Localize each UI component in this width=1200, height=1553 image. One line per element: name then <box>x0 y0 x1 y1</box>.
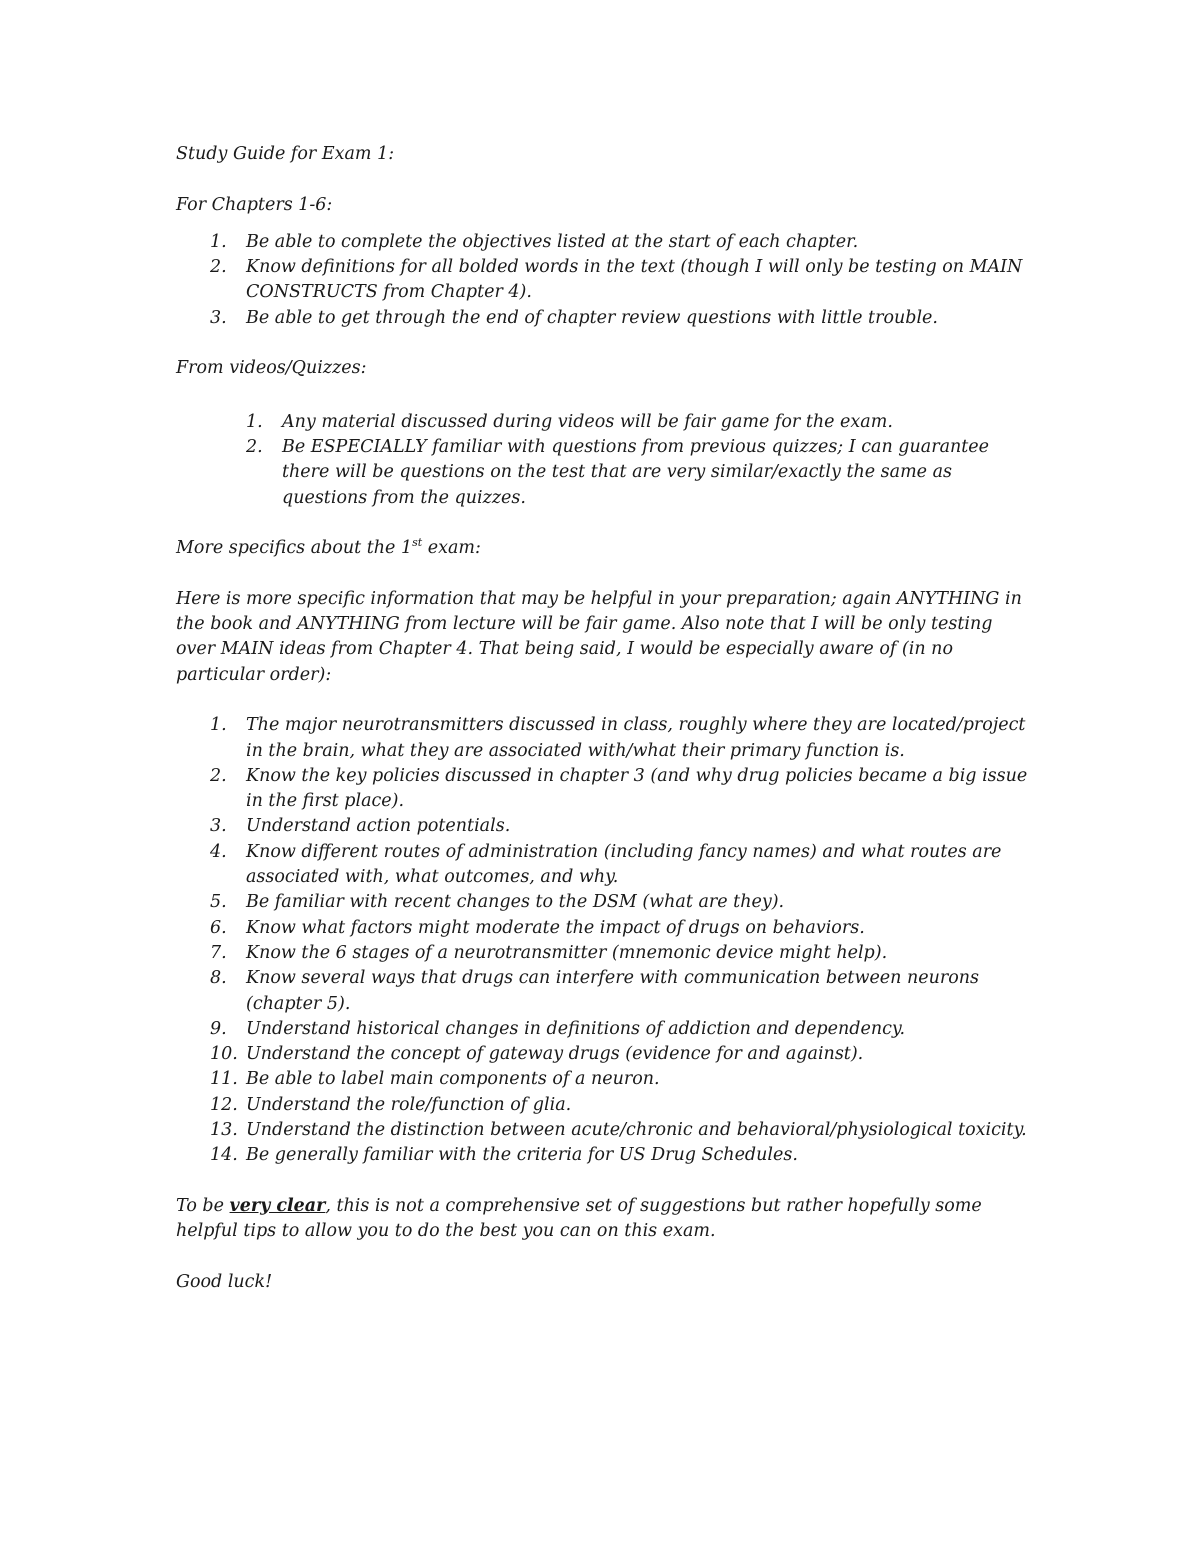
list-item <box>176 916 1036 941</box>
list-item <box>176 966 1036 1017</box>
list-text: Understand the distinction between acute/chronic and behavioral/physiological toxicity. <box>246 1119 1027 1140</box>
list-item <box>176 410 1036 435</box>
list-number: 6. <box>210 917 227 938</box>
list-text: Know several ways that drugs can interfere with communication between neurons (chapter 5). <box>246 968 980 1014</box>
list-number: 3. <box>210 816 227 837</box>
list-item <box>176 306 1036 331</box>
list-item <box>176 255 1036 306</box>
list-text: Know what factors might moderate the impact of drugs on behaviors. <box>246 917 865 938</box>
list-text: Be ESPECIALLY familiar with questions from previous quizzes; I can guarantee there will be questions on the test that are very similar/exactly the same as questions from the quizzes. <box>282 436 990 508</box>
list-text: Know the 6 stages of a neurotransmitter (mnemonic device might help). <box>246 942 888 963</box>
list-text: Know different routes of administration (including fancy names) and what routes are associated with, what outcomes, and why. <box>246 841 1002 888</box>
signoff: Good luck! <box>176 1271 273 1292</box>
chapters-heading: For Chapters 1-6: <box>176 194 333 215</box>
list-text: Understand the concept of gateway drugs (evidence for and against). <box>246 1044 864 1065</box>
specifics-heading-suffix: exam: <box>422 538 481 559</box>
closing-text-start: To be <box>176 1195 230 1216</box>
list-number: 8. <box>210 968 227 989</box>
list-item <box>176 840 1036 891</box>
list-item <box>176 435 1036 511</box>
list-number: 3. <box>210 307 227 328</box>
list-item <box>176 1042 1036 1067</box>
list-number: 4. <box>210 841 227 862</box>
closing-text-end: , this is not a comprehensive set of suggestions but rather hopefully some helpful tips to allow you to do the best you can on this exam. <box>176 1195 982 1242</box>
list-number: 7. <box>210 942 227 963</box>
list-item <box>176 941 1036 966</box>
list-text: Know definitions for all bolded words in the text (though I will only be testing on MAIN CONSTRUCTS from Chapter 4). <box>246 257 1023 303</box>
specifics-heading-text: More specifics about the 1 <box>176 538 413 559</box>
list-number: 12. <box>210 1094 238 1115</box>
list-number: 11. <box>210 1069 238 1090</box>
list-text: The major neurotransmitters discussed in class, roughly where they are located/project in the brain, what they are associated with/what their primary function is. <box>246 715 1026 761</box>
list-number: 1. <box>210 715 227 736</box>
list-text: Be familiar with recent changes to the DSM (what are they). <box>246 892 785 913</box>
list-item <box>176 764 1036 815</box>
document-page <box>176 142 1036 1320</box>
list-item <box>176 713 1036 764</box>
list-text: Be able to label main components of a neuron. <box>246 1069 660 1090</box>
closing-paragraph <box>176 1194 1036 1245</box>
closing-emphasis: very clear <box>229 1195 326 1216</box>
list-text: Be able to complete the objectives listed at the start of each chapter. <box>246 231 859 252</box>
list-text: Understand action potentials. <box>246 816 511 837</box>
list-number: 1. <box>210 231 227 252</box>
list-text: Know the key policies discussed in chapter 3 (and why drug policies became a big issue in the first place). <box>246 765 1028 812</box>
specifics-intro: Here is more specific information that may be helpful in your preparation; again ANYTHING in the book and ANYTHING from lecture will be fair game. Also note that I will be only testing over MAIN ideas from Chapter 4. That being said, I would be especially aware of (in no particular order): <box>176 588 1022 685</box>
list-text: Understand historical changes in definitions of addiction and dependency. <box>246 1018 906 1039</box>
ordinal-superscript: st <box>412 536 423 550</box>
list-item <box>176 1067 1036 1092</box>
list-number: 14. <box>210 1145 238 1166</box>
videos-heading: From videos/Quizzes: <box>176 358 367 379</box>
list-item <box>176 1017 1036 1042</box>
list-number: 2. <box>210 765 227 786</box>
list-item <box>176 814 1036 839</box>
list-item <box>176 1118 1036 1143</box>
list-number: 5. <box>210 892 227 913</box>
list-item <box>176 1093 1036 1118</box>
list-number: 9. <box>210 1018 227 1039</box>
list-number: 2. <box>246 436 263 457</box>
list-text: Be generally familiar with the criteria for US Drug Schedules. <box>246 1145 798 1166</box>
list-text: Any material discussed during videos will be fair game for the exam. <box>282 411 893 432</box>
list-number: 10. <box>210 1044 238 1065</box>
list-text: Understand the role/function of glia. <box>246 1094 572 1115</box>
document-title: Study Guide for Exam 1: <box>176 144 395 164</box>
list-number: 13. <box>210 1119 238 1140</box>
list-item <box>176 1143 1036 1168</box>
videos-list <box>176 410 1036 511</box>
specifics-heading <box>176 536 1036 561</box>
list-number: 2. <box>210 257 227 278</box>
list-number: 1. <box>246 411 263 432</box>
list-item <box>176 890 1036 915</box>
chapters-list <box>176 230 1036 331</box>
specifics-list <box>176 713 1036 1168</box>
list-text: Be able to get through the end of chapter review questions with little trouble. <box>246 307 938 328</box>
list-item <box>176 230 1036 255</box>
